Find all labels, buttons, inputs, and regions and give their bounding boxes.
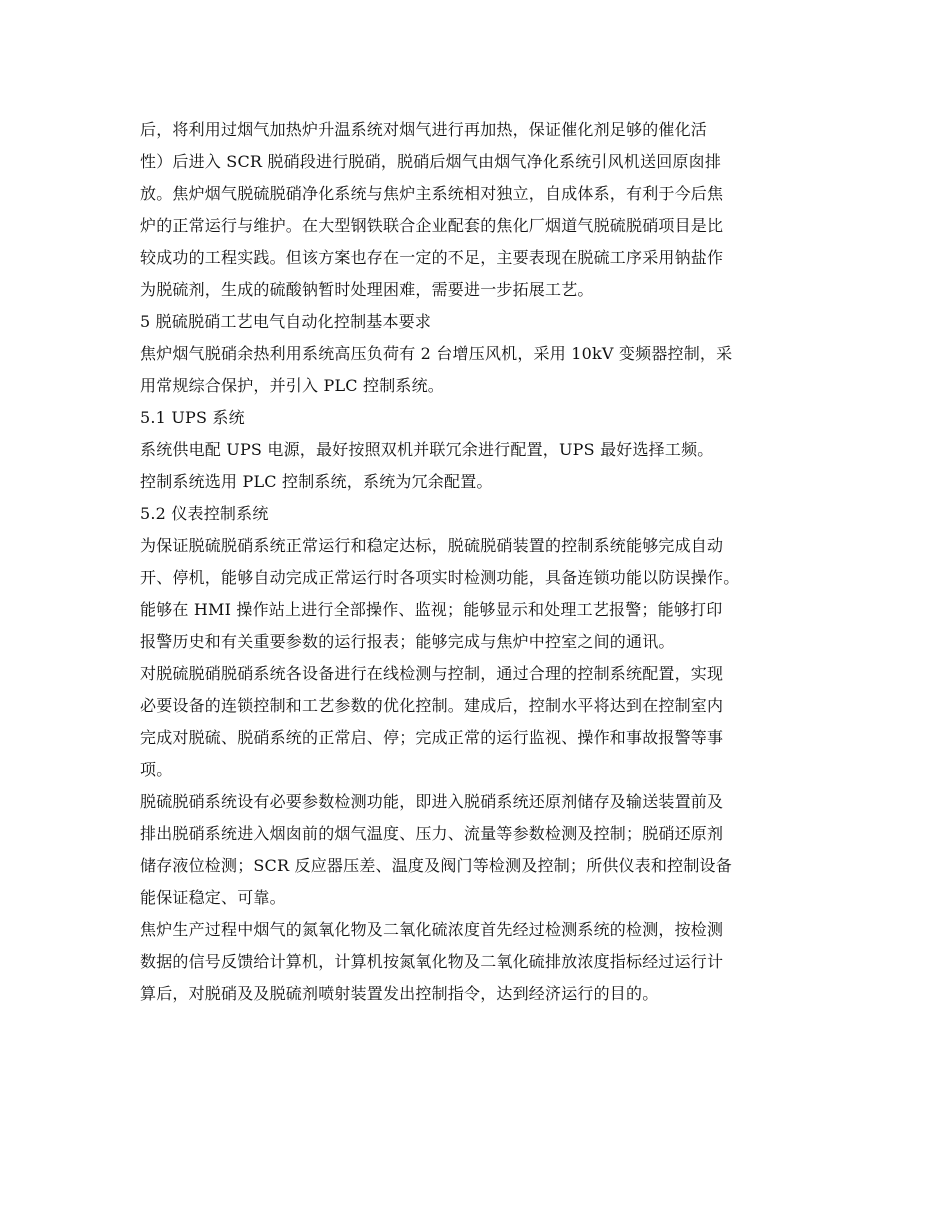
subsection-heading: 5.1 UPS 系统 (140, 408, 245, 427)
paragraph-line: 报警历史和有关重要参数的运行报表；能够完成与焦炉中控室之间的通讯。 (140, 632, 675, 651)
paragraph-line: 用常规综合保护，并引入 PLC 控制系统。 (140, 376, 445, 395)
paragraph-line: 数据的信号反馈给计算机，计算机按氮氧化物及二氧化硫排放浓度指标经过运行计 (140, 952, 724, 971)
paragraph-line: 开、停机，能够自动完成正常运行时各项实时检测功能，具备连锁功能以防误操作。 (140, 568, 740, 587)
section-heading: 5 脱硫脱硝工艺电气自动化控制基本要求 (140, 312, 432, 331)
paragraph-line: 项。 (140, 760, 173, 779)
paragraph-line: 为保证脱硫脱硝系统正常运行和稳定达标，脱硫脱硝装置的控制系统能够完成自动 (140, 536, 724, 555)
paragraph-line: 储存液位检测；SCR 反应器压差、温度及阀门等检测及控制；所供仪表和控制设备 (140, 856, 732, 875)
paragraph-line: 为脱硫剂，生成的硫酸钠暂时处理困难，需要进一步拓展工艺。 (140, 280, 594, 299)
paragraph-line: 能够在 HMI 操作站上进行全部操作、监视；能够显示和处理工艺报警；能够打印 (140, 600, 723, 619)
paragraph-line: 系统供电配 UPS 电源，最好按照双机并联冗余进行配置，UPS 最好选择工频。 (140, 440, 714, 459)
paragraph-line: 算后，对脱硝及及脱硫剂喷射装置发出控制指令，达到经济运行的目的。 (140, 984, 659, 1003)
paragraph-line: 焦炉生产过程中烟气的氮氧化物及二氧化硫浓度首先经过检测系统的检测，按检测 (140, 920, 724, 939)
paragraph-line: 必要设备的连锁控制和工艺参数的优化控制。建成后，控制水平将达到在控制室内 (140, 696, 724, 715)
paragraph-line: 性）后进入 SCR 脱硝段进行脱硝，脱硝后烟气由烟气净化系统引风机送回原囱排 (140, 152, 722, 171)
paragraph-line: 能保证稳定、可靠。 (140, 888, 286, 907)
paragraph-line: 控制系统选用 PLC 控制系统，系统为冗余配置。 (140, 472, 493, 491)
paragraph-line: 较成功的工程实践。但该方案也存在一定的不足，主要表现在脱硫工序采用钠盐作 (140, 248, 724, 267)
paragraph-line: 完成对脱硫、脱硝系统的正常启、停；完成正常的运行监视、操作和事故报警等事 (140, 728, 724, 747)
paragraph-line: 放。焦炉烟气脱硫脱硝净化系统与焦炉主系统相对独立，自成体系，有利于今后焦 (140, 184, 724, 203)
paragraph-line: 脱硫脱硝系统设有必要参数检测功能，即进入脱硝系统还原剂储存及输送装置前及 (140, 792, 724, 811)
paragraph-line: 炉的正常运行与维护。在大型钢铁联合企业配套的焦化厂烟道气脱硫脱硝项目是比 (140, 216, 724, 235)
paragraph-line: 后，将利用过烟气加热炉升温系统对烟气进行再加热，保证催化剂足够的催化活 (140, 120, 708, 139)
subsection-heading: 5.2 仪表控制系统 (140, 504, 269, 523)
paragraph-line: 焦炉烟气脱硝余热利用系统高压负荷有 2 台增压风机，采用 10kV 变频器控制，采 (140, 344, 733, 363)
paragraph-line: 对脱硫脱硝脱硝系统各设备进行在线检测与控制，通过合理的控制系统配置，实现 (140, 664, 724, 683)
paragraph-line: 排出脱硝系统进入烟囱前的烟气温度、压力、流量等参数检测及控制；脱硝还原剂 (140, 824, 724, 843)
document-body (140, 114, 825, 1010)
